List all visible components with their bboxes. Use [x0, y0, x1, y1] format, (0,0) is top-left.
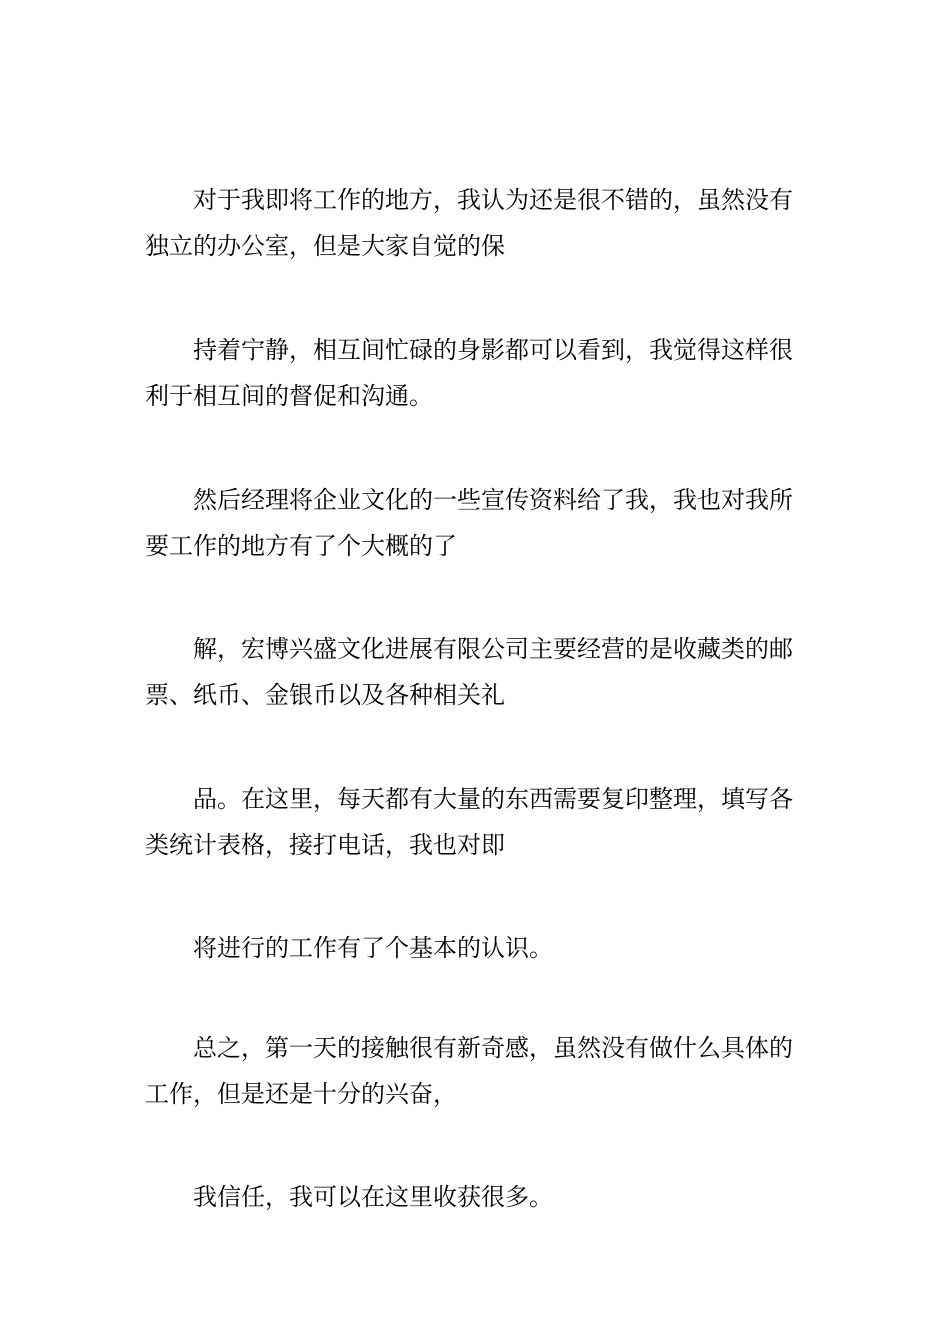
paragraph-line: 我信任，我可以在这里收获很多。	[193, 1183, 553, 1211]
paragraph-line: 类统计表格，接打电话，我也对即	[145, 831, 505, 859]
paragraph-8	[145, 1174, 805, 1220]
paragraph-3	[145, 477, 805, 569]
paragraph-line: 然后经理将企业文化的一些宣传资料给了我，我也对我所	[193, 486, 793, 514]
paragraph-line: 总之，第一天的接触很有新奇感，虽然没有做什么具体的	[193, 1034, 793, 1062]
paragraph-line: 工作，但是还是十分的兴奋，	[145, 1080, 457, 1108]
paragraph-4	[145, 626, 805, 718]
paragraph-line: 对于我即将工作的地方，我认为还是很不错的，虽然没有	[193, 186, 793, 214]
paragraph-1	[145, 177, 805, 269]
paragraph-line: 持着宁静，相互间忙碌的身影都可以看到，我觉得这样很	[193, 336, 793, 364]
paragraph-line: 独立的办公室，但是大家自觉的保	[145, 232, 505, 260]
paragraph-line: 解，宏博兴盛文化进展有限公司主要经营的是收藏类的邮	[193, 635, 793, 663]
paragraph-line: 票、纸币、金银币以及各种相关礼	[145, 681, 505, 709]
paragraph-2	[145, 327, 805, 419]
paragraph-line: 品。在这里，每天都有大量的东西需要复印整理，填写各	[193, 785, 793, 813]
paragraph-6	[145, 925, 805, 971]
paragraph-line: 将进行的工作有了个基本的认识。	[193, 934, 553, 962]
paragraph-line: 要工作的地方有了个大概的了	[145, 532, 457, 560]
paragraph-5	[145, 776, 805, 868]
paragraph-7	[145, 1025, 805, 1117]
paragraph-line: 利于相互间的督促和沟通。	[145, 382, 433, 410]
